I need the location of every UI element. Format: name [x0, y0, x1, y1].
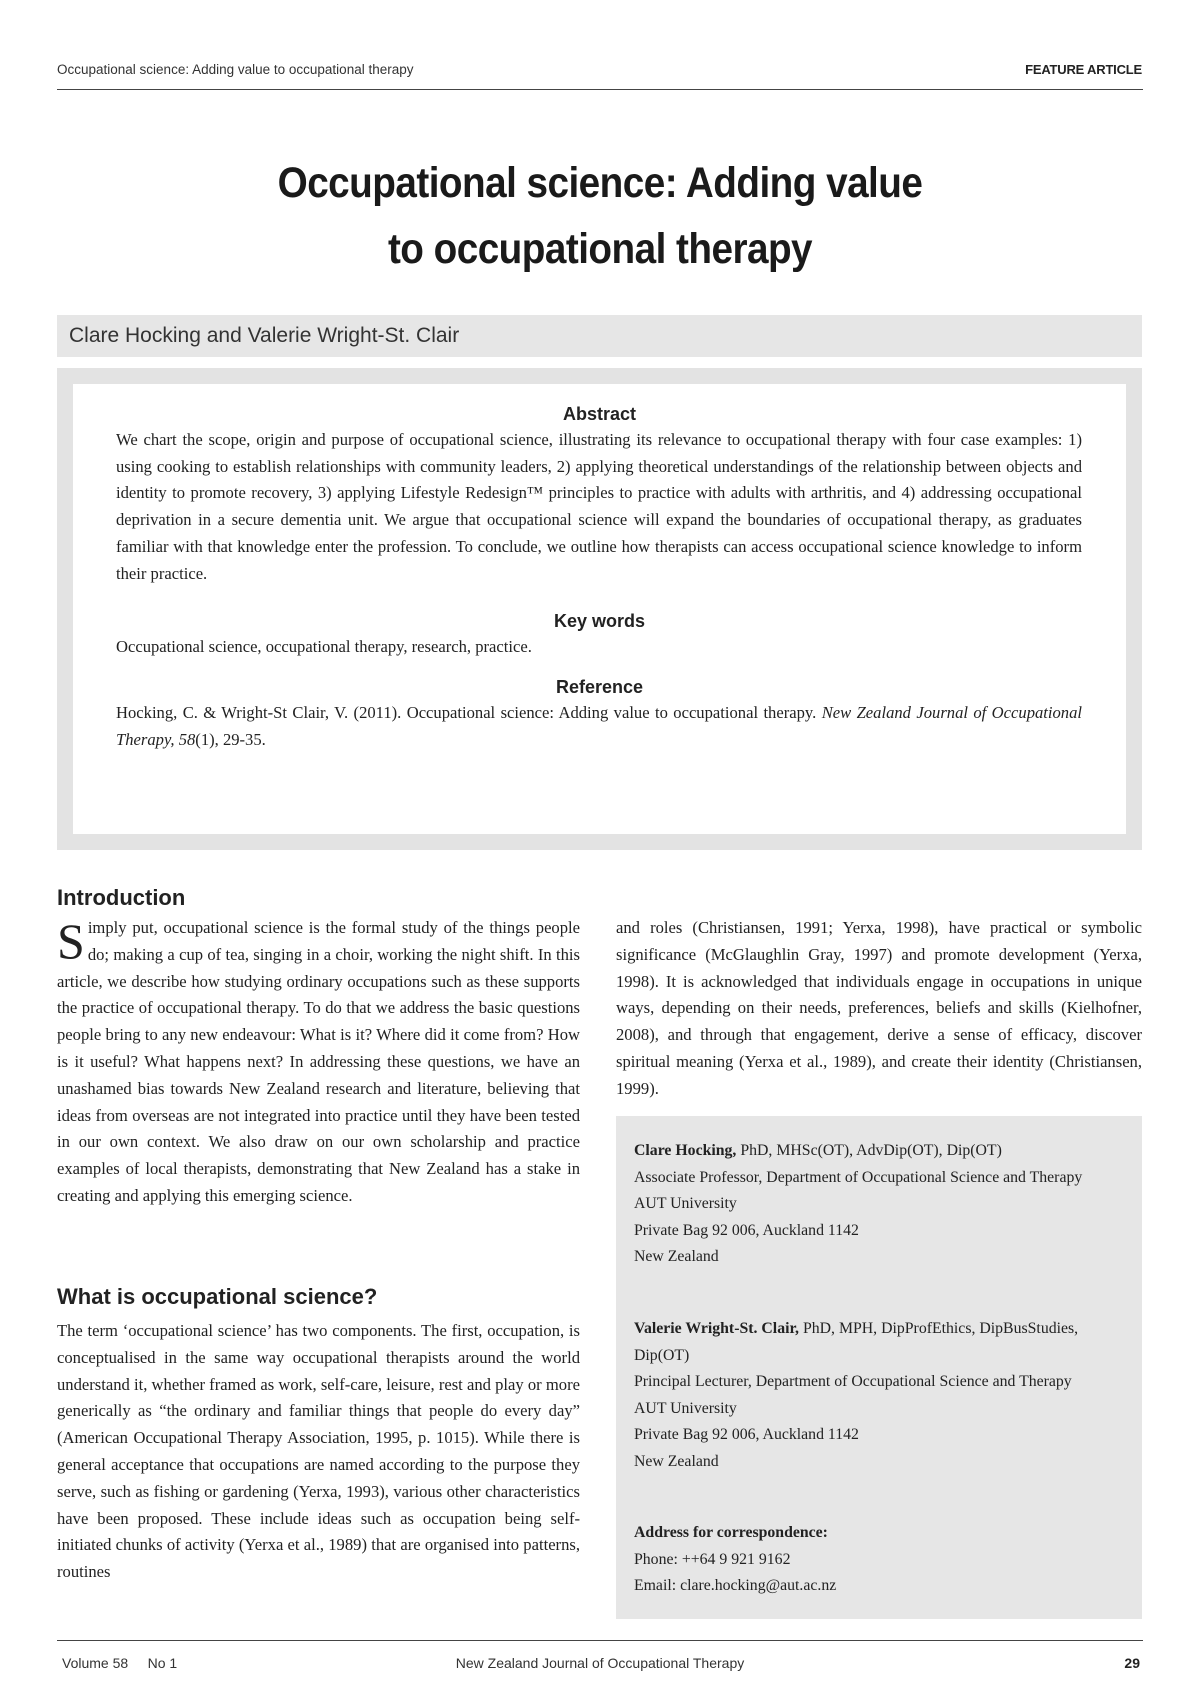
author2-name: Valerie Wright-St. Clair,	[634, 1320, 799, 1337]
correspondence-email[interactable]: Email: clare.hocking@aut.ac.nz	[634, 1577, 837, 1595]
section-label: FEATURE ARTICLE	[1025, 62, 1142, 77]
running-title: Occupational science: Adding value to occupational therapy	[57, 62, 414, 77]
author2-address: Private Bag 92 006, Auckland 1142	[634, 1426, 859, 1444]
abstract-box	[57, 368, 1142, 850]
reference-journal: New Zealand Journal of Occupational Therapy, 58	[116, 703, 1083, 749]
author1-role: Associate Professor, Department of Occupational Science and Therapy	[634, 1168, 1083, 1186]
author2-degrees: PhD, MPH, DipProfEthics, DipBusStudies, Dip(OT)	[634, 1320, 1079, 1364]
article-title	[60, 150, 1140, 282]
what-is-text: The term ‘occupational science’ has two components. The first, occupation, is conceptualised in the same way occupational therapists around the world understand it, whether framed as work, self-care, leisure, rest and play or more generically as “the ordinary and familiar things that people do every day” (American Occupational Therapy Association, 1995, p. 1015). While there is general acceptance that occupations are named according to the purpose they serve, such as fishing or gardening (Yerxa, 1993), various other characteristics have been proposed. These include ideas such as occupation being self-initiated chunks of activity (Yerxa et al., 1989) that are organised into patterns, routines	[57, 1321, 580, 1582]
article-title-line-1: Occupational science: Adding value	[277, 159, 923, 207]
footer-journal: New Zealand Journal of Occupational Therapy	[455, 1655, 745, 1671]
author-info-box	[616, 1116, 1142, 1619]
author2-block	[634, 1316, 1134, 1476]
author-names: Clare Hocking and Valerie Wright-St. Clair	[69, 324, 460, 347]
author2-line	[634, 1316, 1134, 1369]
introduction-text: imply put, occupational science is the formal study of the things people do; making a cup of tea, singing in a choir, working the night shift. In this article, we describe how studying ordinary occupations such as these supports the practice of occupational therapy. To do that we address the basic questions people bring to any new endeavour: What is it? Where did it come from? How is it useful? What happens next? In addressing these questions, we have an unashamed bias towards New Zealand research and literature, believing that ideas from overseas are not integrated into practice until they have been tested in our own context. We also draw on our own scholarship and practice examples of local therapists, demonstrating that New Zealand has a stake in creating and applying this emerging science.	[57, 918, 580, 1205]
reference-main: Hocking, C. & Wright-St Clair, V. (2011). Occupational science: Adding value to occupational therapy.	[116, 703, 822, 722]
drop-cap: S	[57, 913, 85, 969]
reference-heading: Reference	[555, 677, 644, 697]
author1-institution: AUT University	[634, 1195, 737, 1213]
abstract-heading: Abstract	[562, 404, 637, 424]
keywords-heading: Key words	[553, 611, 646, 631]
header-rule	[57, 89, 1143, 90]
correspondence-heading: Address for correspondence:	[634, 1524, 828, 1541]
footer-page-number: 29	[1124, 1655, 1140, 1671]
right-column-text: and roles (Christiansen, 1991; Yerxa, 1998), have practical or symbolic significance (McGlaughlin Gray, 1997) and promote development (Yerxa, 1998). It is acknowledged that individuals engage in occupations in unique ways, depending on their needs, preferences, beliefs and skills (Kielhofner, 2008), and through that engagement, derive a sense of efficacy, discover spiritual meaning (Yerxa et al., 1989), and create their identity (Christiansen, 1999).	[616, 918, 1142, 1098]
correspondence-phone: Phone: ++64 9 921 9162	[634, 1550, 791, 1568]
what-is-heading: What is occupational science?	[57, 1284, 378, 1309]
author1-block	[634, 1138, 1134, 1271]
author1-country: New Zealand	[634, 1248, 719, 1266]
author-bar	[57, 315, 1142, 357]
reference-tail: (1), 29-35.	[195, 729, 266, 749]
abstract-panel	[73, 384, 1126, 834]
footer-rule	[57, 1640, 1143, 1641]
author1-degrees: PhD, MHSc(OT), AdvDip(OT), Dip(OT)	[736, 1142, 1002, 1159]
correspondence-block	[634, 1520, 1134, 1600]
reference-text	[116, 700, 1082, 753]
author2-country: New Zealand	[634, 1452, 719, 1470]
author1-line	[634, 1138, 1134, 1165]
author1-name: Clare Hocking,	[634, 1142, 737, 1159]
article-title-line-2: to occupational therapy	[387, 225, 813, 273]
abstract-text: We chart the scope, origin and purpose of occupational science, illustrating its relevance to occupational therapy with four case examples: 1) using cooking to establish relationships with community leaders, 2) applying theoretical understandings of the relationship between objects and identity to promote recovery, 3) applying Lifestyle Redesign™ principles to practice with adults with arthritis, and 4) addressing occupational deprivation in a secure dementia unit. We argue that occupational science will expand the boundaries of occupational therapy, as graduates familiar with that knowledge enter the profession. To conclude, we outline how therapists can access occupational science knowledge to inform their practice.	[116, 430, 1082, 583]
introduction-heading: Introduction	[57, 885, 186, 910]
introduction-body	[57, 915, 580, 1210]
author1-address: Private Bag 92 006, Auckland 1142	[634, 1221, 859, 1239]
author2-role: Principal Lecturer, Department of Occupational Science and Therapy	[634, 1373, 1072, 1391]
footer-volume: Volume 58 No 1	[62, 1655, 178, 1671]
author2-institution: AUT University	[634, 1399, 737, 1417]
keywords-text: Occupational science, occupational therapy, research, practice.	[116, 637, 532, 656]
